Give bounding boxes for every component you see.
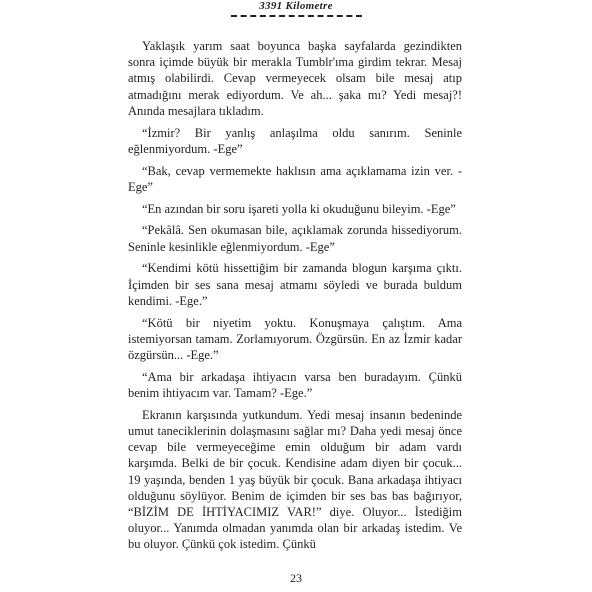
paragraph: Yaklaşık yarım saat boyunca başka sayfalarda gezindikten sonra içimde büyük bir merakla Tumblr'ıma girdim tekrar. Mesaj atmış olabilirdi. Cevap vermeyecek olsam bile mesaj atıp atmadığını merak ediyordum. Ve ah... şaka mı? Yedi mesaj?! Anında mesajlara tıkladım.	[128, 39, 462, 118]
paragraph: “En azından bir soru işareti yolla ki okuduğunu bileyim. -Ege”	[142, 201, 456, 216]
paragraph: “Ama bir arkadaşa ihtiyacın varsa ben buradayım. Çünkü benim ihtiyacım var. Tamam? -Ege.”	[128, 369, 462, 401]
paragraph: “Bak, cevap vermemekte haklısın ama açıklamama izin ver. -Ege”	[128, 163, 462, 194]
running-head: 3391 Kilometre	[259, 0, 333, 12]
header-dashed-rule	[231, 15, 362, 17]
body-text	[128, 38, 462, 558]
paragraph: Ekranın karşısında yutkundum. Yedi mesaj insanın bedeninde umut taneciklerinin dolaşmasını sağlar mı? Daha yedi mesaj önce cevap bile vermeyeceğime emin olduğum bir adam vardı karşımda. Belki de bir çocuk. Kendisine adam diyen bir çocuk... 19 yaşında, benden 1 yaş büyük bir çocuk. Bana arkadaşa ihtiyacı olduğunu söylüyor. Benim de içimden bir ses bas bas bağırıyor, “BİZİM DE İHTİYACIMIZ VAR!” diye. Oluyor... İstediğim oluyor... Yanımda olmadan yanımda olan bir arkadaş istedim. Ve bu oluyor. Çünkü çok istedim. Çünkü	[128, 407, 462, 552]
page-number: 23	[290, 571, 302, 585]
paragraph: “Kötü bir niyetim yoktu. Konuşmaya çalıştım. Ama istemiyorsan tamam. Zorlamıyorum. Özgürsün. En az İzmir kadar özgürsün... -Ege.”	[128, 315, 462, 363]
paragraph: “İzmir? Bir yanlış anlaşılma oldu sanırım. Seninle eğlenmiyordum. -Ege”	[128, 125, 462, 156]
paragraph: “Pekâlâ. Sen okumasan bile, açıklamak zorunda hissediyorum. Seninle kesinlikle eğlenmiyordum. -Ege”	[128, 223, 462, 254]
paragraph: “Kendimi kötü hissettiğim bir zamanda blogun karşıma çıktı. İçimden bir ses sana mesaj atmamı söyledi ve burada buldum kendimi. -Ege.”	[128, 261, 462, 308]
